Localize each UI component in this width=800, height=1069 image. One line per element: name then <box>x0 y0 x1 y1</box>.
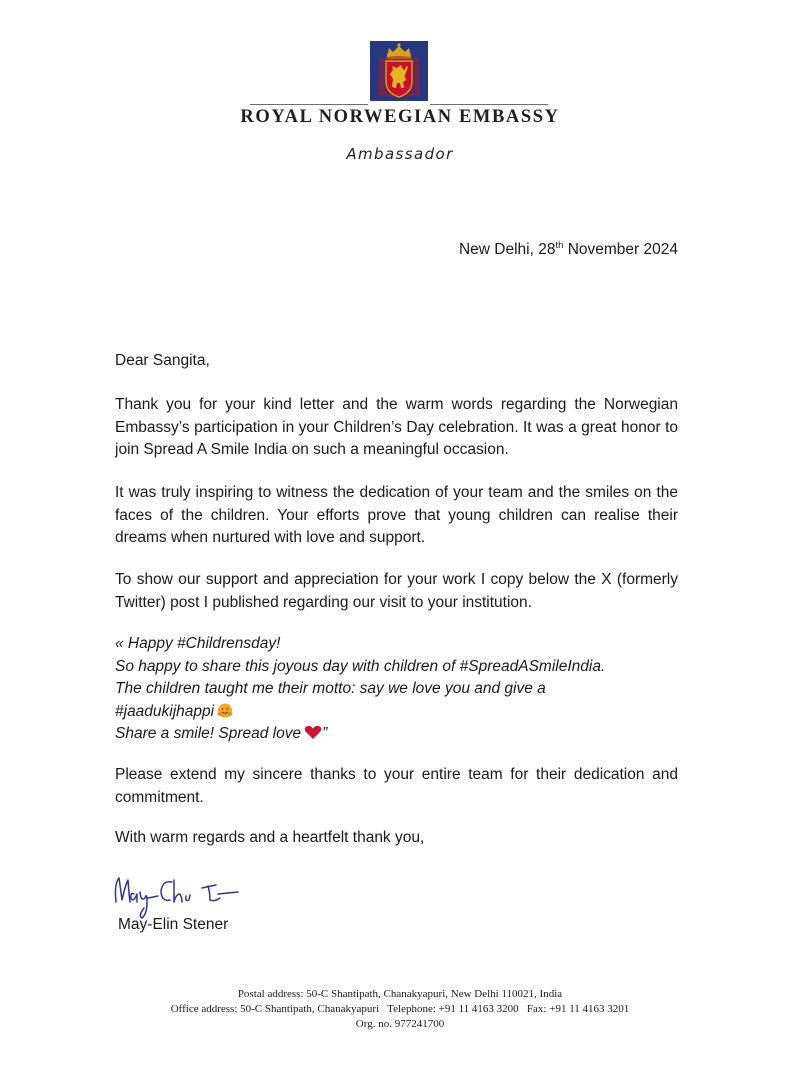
footer-postal-address: Postal address: 50-C Shantipath, Chanakyapuri, New Delhi 110021, India <box>237 988 563 1000</box>
date-suffix: November 2024 <box>563 241 678 258</box>
quote-line-1: « Happy #Childrensday! <box>115 635 281 652</box>
date-prefix: New Delhi, 28 <box>458 241 556 258</box>
quote-close-mark: ” <box>322 725 328 742</box>
quote-line-4 <box>115 701 695 724</box>
footer-office-address: Office address: 50-C Shantipath, Chanakyapuri Telephone: +91 11 4163 3200 Fax: +91 11 4163 3201 <box>170 1003 630 1015</box>
paragraph-2: It was truly inspiring to witness the dedication of your team and the smiles on the faces of the children. Your efforts prove that young children can realise their dreams when nurtured with love and support. <box>115 484 678 546</box>
signer-name: May-Elin Stener <box>118 916 229 933</box>
closing-line: With warm regards and a heartfelt thank you, <box>115 829 425 846</box>
date-ordinal: th <box>555 240 564 251</box>
header-rule-left <box>250 104 368 105</box>
paragraph-1: Thank you for your kind letter and the warm words regarding the Norwegian Embassy’s participation in your Children’s Day celebration. It was a great honor to join Spread A Smile India on such a meaningful occasion. <box>115 396 678 458</box>
quote-line-2: So happy to share this joyous day with children of #SpreadASmileIndia. <box>115 657 606 675</box>
paragraph-3: To show our support and appreciation for your work I copy below the X (formerly Twitter) post I published regarding our visit to your institution. <box>115 571 678 611</box>
norwegian-royal-crest-icon <box>370 41 428 101</box>
organization-name: ROYAL NORWEGIAN EMBASSY <box>240 107 560 127</box>
quote-closing-text: Share a smile! Spread love <box>115 725 302 742</box>
office-title: Ambassador <box>346 145 454 163</box>
quoted-post <box>115 633 695 746</box>
quote-line-5 <box>115 723 695 746</box>
quote-hashtag: #jaadukijhappi <box>115 702 215 720</box>
letter-date <box>459 240 678 259</box>
paragraph-4: Please extend my sincere thanks to your entire team for their dedication and commitment. <box>115 766 678 806</box>
red-heart-emoji-icon <box>304 725 322 740</box>
header-rule-right <box>430 104 548 105</box>
quote-line-3: The children taught me their motto: say we love you and give a <box>115 680 546 697</box>
handwritten-signature <box>110 872 250 922</box>
hugging-face-emoji-icon <box>217 703 233 718</box>
footer-org-number: Org. no. 977241700 <box>355 1018 445 1030</box>
salutation: Dear Sangita, <box>115 352 210 369</box>
letter-footer <box>0 987 800 1032</box>
